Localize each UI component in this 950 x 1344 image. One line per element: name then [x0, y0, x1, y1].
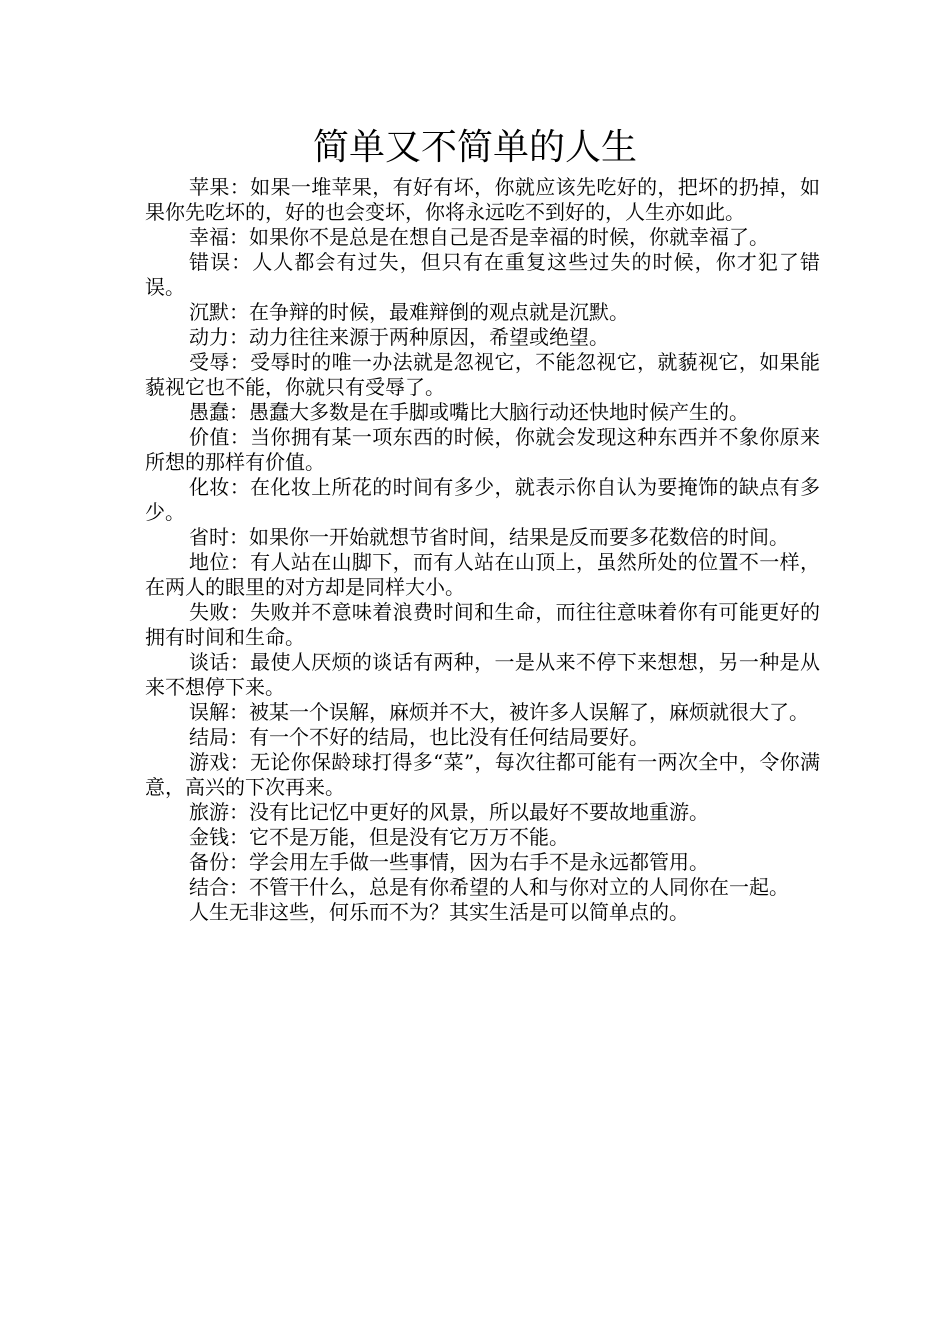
paragraph: 结局：有一个不好的结局，也比没有任何结局要好。	[189, 725, 649, 749]
paragraph: 人生无非这些，何乐而不为？其实生活是可以简单点的。	[189, 900, 689, 924]
paragraph: 地位：有人站在山脚下，而有人站在山顶上，虽然所处的位置不一样，在两人的眼里的对方却是同样大小。	[145, 550, 820, 599]
paragraph: 价值：当你拥有某一项东西的时候，你就会发现这种东西并不象你原来所想的那样有价值。	[145, 425, 820, 474]
paragraph: 旅游：没有比记忆中更好的风景，所以最好不要故地重游。	[189, 800, 709, 824]
paragraph: 省时：如果你一开始就想节省时间，结果是反而要多花数倍的时间。	[189, 525, 789, 549]
paragraph: 金钱：它不是万能，但是没有它万万不能。	[189, 825, 569, 849]
paragraph: 化妆：在化妆上所花的时间有多少，就表示你自认为要掩饰的缺点有多少。	[145, 475, 820, 524]
paragraph: 误解：被某一个误解，麻烦并不大，被许多人误解了，麻烦就很大了。	[189, 700, 809, 724]
paragraph: 游戏：无论你保龄球打得多“菜”，每次往都可能有一两次全中，令你满意，高兴的下次再来。	[145, 750, 820, 799]
paragraph: 结合：不管干什么，总是有你希望的人和与你对立的人同你在一起。	[189, 875, 789, 899]
paragraph: 幸福：如果你不是总是在想自己是否是幸福的时候，你就幸福了。	[189, 225, 769, 249]
paragraph: 苹果：如果一堆苹果，有好有坏，你就应该先吃好的，把坏的扔掉，如果你先吃坏的，好的也会变坏，你将永远吃不到好的，人生亦如此。	[145, 175, 820, 224]
paragraph: 沉默：在争辩的时候，最难辩倒的观点就是沉默。	[189, 300, 629, 324]
paragraph: 失败：失败并不意味着浪费时间和生命，而往往意味着你有可能更好的拥有时间和生命。	[145, 600, 820, 649]
paragraph: 谈话：最使人厌烦的谈话有两种，一是从来不停下来想想，另一种是从来不想停下来。	[145, 650, 820, 699]
paragraph: 受辱：受辱时的唯一办法就是忽视它，不能忽视它，就藐视它，如果能藐视它也不能，你就只有受辱了。	[145, 350, 820, 399]
paragraph: 错误：人人都会有过失，但只有在重复这些过失的时候，你才犯了错误。	[145, 250, 820, 299]
paragraph: 备份：学会用左手做一些事情，因为右手不是永远都管用。	[189, 850, 709, 874]
document-title: 简单又不简单的人生	[312, 127, 637, 168]
paragraph: 愚蠢：愚蠢大多数是在手脚或嘴比大脑行动还快地时候产生的。	[189, 400, 749, 424]
paragraph: 动力：动力往往来源于两种原因，希望或绝望。	[189, 325, 609, 349]
document-body	[145, 175, 820, 925]
